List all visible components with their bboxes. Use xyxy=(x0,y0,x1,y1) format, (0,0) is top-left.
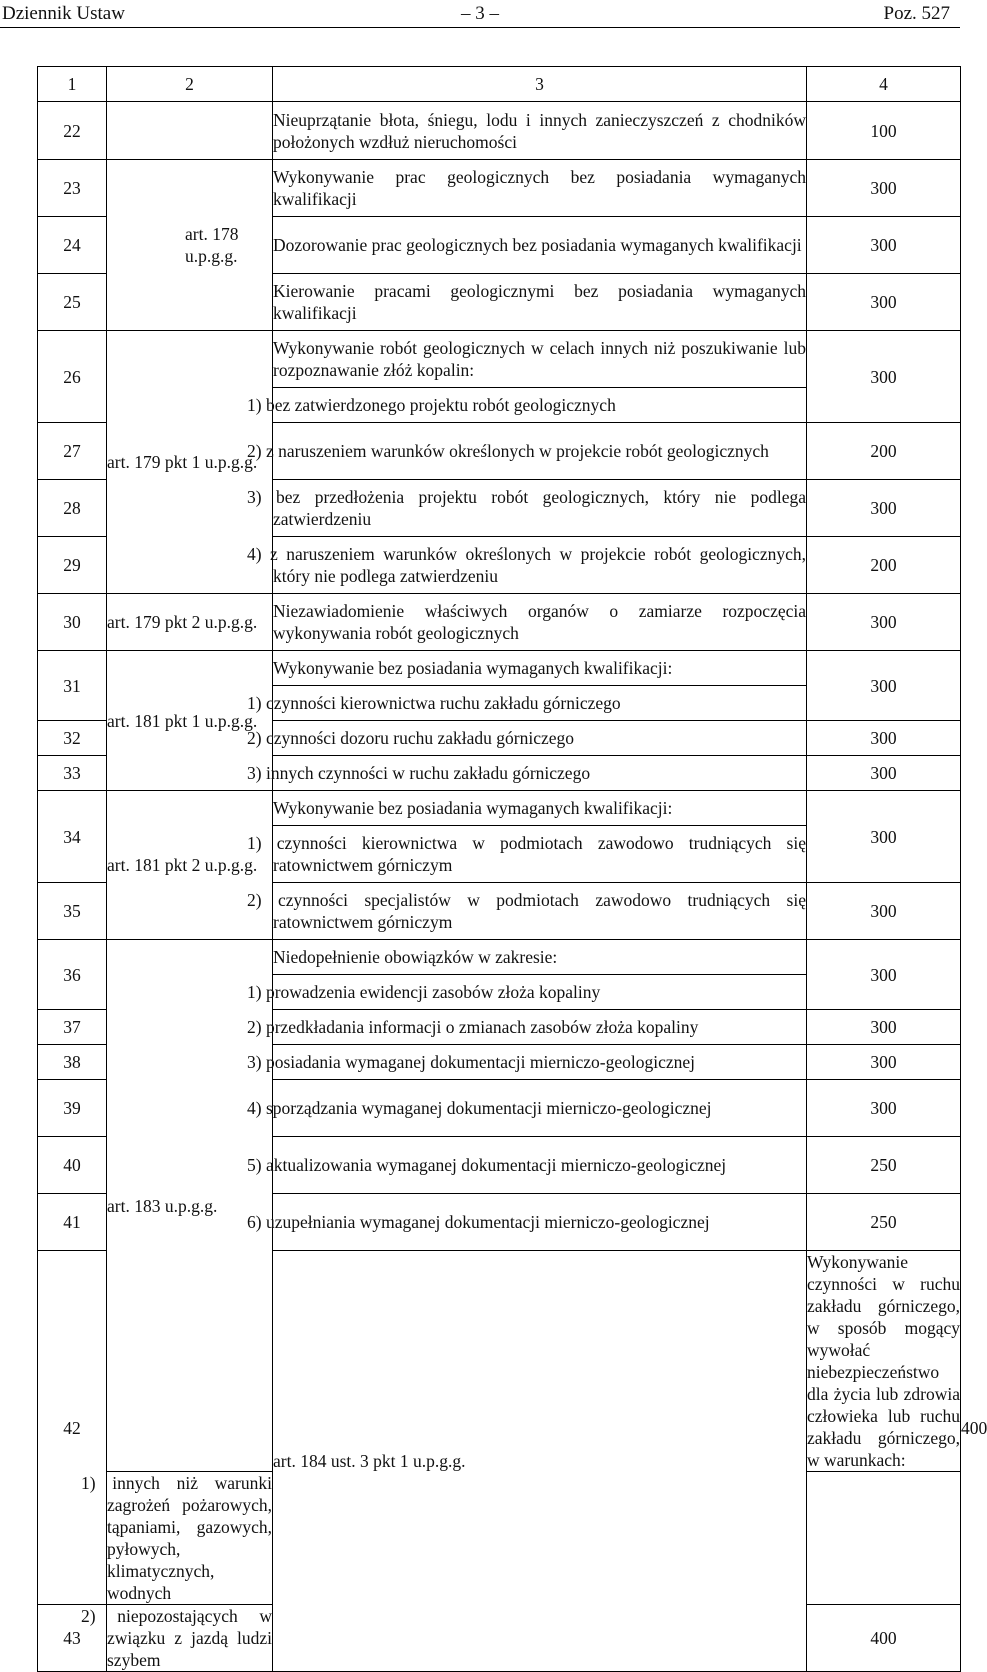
fine-amount: 200 xyxy=(807,537,961,594)
table-row xyxy=(38,940,961,975)
table-row xyxy=(38,331,961,388)
fine-amount: 300 xyxy=(807,274,961,331)
table-row xyxy=(38,594,961,651)
offence-description: Kierowanie pracami geologicznymi bez posiadania wymaganych kwalifikacji xyxy=(273,274,807,331)
fine-amount: 300 xyxy=(807,1045,961,1080)
row-number: 31 xyxy=(38,651,107,721)
provision-cell: art. 179 pkt 2 u.p.g.g. xyxy=(107,594,273,651)
offence-description: 5) aktualizowania wymaganej dokumentacji mierniczo-geologicznej xyxy=(273,1137,807,1194)
offence-description: Nieuprzątanie błota, śniegu, lodu i innych zanieczyszczeń z chodników położonych wzdłuż nieruchomości xyxy=(273,102,807,160)
row-number: 43 xyxy=(38,1605,107,1672)
offence-description: Wykonywanie bez posiadania wymaganych kwalifikacji: xyxy=(273,651,807,686)
row-number: 37 xyxy=(38,1010,107,1045)
provision-cell xyxy=(107,102,273,160)
fine-amount: 250 xyxy=(807,1137,961,1194)
offence-description: 3) innych czynności w ruchu zakładu górniczego xyxy=(273,756,807,791)
row-number: 34 xyxy=(38,791,107,883)
page-header xyxy=(0,0,960,30)
provision-cell: art. 181 pkt 1 u.p.g.g. xyxy=(107,651,273,791)
fine-amount: 300 xyxy=(807,883,961,940)
offence-description: 3) bez przedłożenia projektu robót geologicznych, który nie podlega zatwierdzeniu xyxy=(273,480,807,537)
row-number: 26 xyxy=(38,331,107,423)
row-number: 39 xyxy=(38,1080,107,1137)
row-number: 36 xyxy=(38,940,107,1010)
col-header-2: 2 xyxy=(107,67,273,102)
row-number: 28 xyxy=(38,480,107,537)
offence-description: 2) z naruszeniem warunków określonych w projekcie robót geologicznych xyxy=(273,423,807,480)
fine-amount: 200 xyxy=(807,423,961,480)
provision-cell: art. 181 pkt 2 u.p.g.g. xyxy=(107,791,273,940)
row-number: 25 xyxy=(38,274,107,331)
row-number: 30 xyxy=(38,594,107,651)
row-number: 42 xyxy=(38,1251,107,1605)
offence-description: 4) sporządzania wymaganej dokumentacji mierniczo-geologicznej xyxy=(273,1080,807,1137)
offence-description: Niezawiadomienie właściwych organów o zamiarze rozpoczęcia wykonywania robót geologicznych xyxy=(273,594,807,651)
offence-description: 3) posiadania wymaganej dokumentacji mierniczo-geologicznej xyxy=(273,1045,807,1080)
offence-description: 1) czynności kierownictwa w podmiotach zawodowo trudniących się ratownictwem górniczym xyxy=(273,826,807,883)
offence-description: 6) uzupełniania wymaganej dokumentacji mierniczo-geologicznej xyxy=(273,1194,807,1251)
offence-description: Wykonywanie bez posiadania wymaganych kwalifikacji: xyxy=(273,791,807,826)
fine-amount: 250 xyxy=(807,1194,961,1251)
offence-description: 1) czynności kierownictwa ruchu zakładu górniczego xyxy=(273,686,807,721)
row-number: 40 xyxy=(38,1137,107,1194)
column-number-row xyxy=(38,67,961,102)
table-row xyxy=(38,791,961,826)
row-number: 38 xyxy=(38,1045,107,1080)
row-number: 41 xyxy=(38,1194,107,1251)
fine-amount: 300 xyxy=(807,1010,961,1045)
fine-amount: 100 xyxy=(807,102,961,160)
fine-amount: 300 xyxy=(807,160,961,217)
col-header-1: 1 xyxy=(38,67,107,102)
fine-amount: 400 xyxy=(807,1605,961,1672)
fine-amount: 300 xyxy=(807,480,961,537)
journal-title: Dziennik Ustaw xyxy=(2,3,125,24)
row-number: 29 xyxy=(38,537,107,594)
offence-description: 2) niepozostających w związku z jazdą ludzi szybem xyxy=(81,1606,272,1670)
fine-amount: 300 xyxy=(807,791,961,883)
fine-amount: 300 xyxy=(807,651,961,721)
col-header-4: 4 xyxy=(807,67,961,102)
table-row: 42 art. 184 ust. 3 pkt 1 u.p.g.g. Wykonywanie czynności w ruchu zakładu górniczego, w sposób mogący wywołać niebezpieczeństwo dla życia lub zdrowia człowieka lub ruchu zakładu górniczego, w warunkach: 400 xyxy=(38,1251,961,1472)
row-number: 35 xyxy=(38,883,107,940)
page-number: – 3 – xyxy=(461,3,499,24)
provision-cell: art. 183 u.p.g.g. xyxy=(107,940,273,1472)
offence-description: 2) czynności specjalistów w podmiotach zawodowo trudniących się ratownictwem górniczym xyxy=(273,883,807,940)
header-rule xyxy=(0,27,960,28)
fine-amount: 300 xyxy=(807,940,961,1010)
table-row xyxy=(38,102,961,160)
fine-amount: 300 xyxy=(807,721,961,756)
penalty-table xyxy=(37,66,987,1672)
table-row xyxy=(38,651,961,686)
provision-cell: art. 178 u.p.g.g. xyxy=(107,160,273,331)
fine-amount: 300 xyxy=(807,594,961,651)
row-number: 23 xyxy=(38,160,107,217)
row-number: 22 xyxy=(38,102,107,160)
fine-amount: 300 xyxy=(807,217,961,274)
row-number: 27 xyxy=(38,423,107,480)
offence-description: Wykonywanie prac geologicznych bez posiadania wymaganych kwalifikacji xyxy=(273,160,807,217)
fine-amount: 300 xyxy=(807,331,961,423)
offence-description: Wykonywanie czynności w ruchu zakładu górniczego, w sposób mogący wywołać niebezpieczeństwo dla życia lub zdrowia człowieka lub ruchu zakładu górniczego, w warunkach: xyxy=(807,1252,960,1470)
offence-description: 1) prowadzenia ewidencji zasobów złoża kopaliny xyxy=(273,975,807,1010)
provision-cell: art. 184 ust. 3 pkt 1 u.p.g.g. xyxy=(273,1251,807,1672)
offence-description: 1) bez zatwierdzonego projektu robót geologicznych xyxy=(273,388,807,423)
fine-amount: 300 xyxy=(807,1080,961,1137)
provision-cell: art. 179 pkt 1 u.p.g.g. xyxy=(107,331,273,594)
row-number: 33 xyxy=(38,756,107,791)
offence-description: Dozorowanie prac geologicznych bez posiadania wymaganych kwalifikacji xyxy=(273,217,807,274)
offence-description: Niedopełnienie obowiązków w zakresie: xyxy=(273,940,807,975)
offence-description: 2) przedkładania informacji o zmianach zasobów złoża kopaliny xyxy=(273,1010,807,1045)
row-number: 24 xyxy=(38,217,107,274)
offence-description: Wykonywanie robót geologicznych w celach innych niż poszukiwanie lub rozpoznawanie złóż kopalin: xyxy=(273,331,807,388)
offence-description: 2) czynności dozoru ruchu zakładu górniczego xyxy=(273,721,807,756)
table-row xyxy=(38,160,961,217)
offence-description: 4) z naruszeniem warunków określonych w projekcie robót geologicznych, który nie podlega zatwierdzeniu xyxy=(273,537,807,594)
offence-description: 1) innych niż warunki zagrożeń pożarowych, tąpaniami, gazowych, pyłowych, klimatycznych, wodnych xyxy=(81,1473,272,1603)
col-header-3: 3 xyxy=(273,67,807,102)
fine-amount: 300 xyxy=(807,756,961,791)
position-number: Poz. 527 xyxy=(883,3,950,24)
row-number: 32 xyxy=(38,721,107,756)
